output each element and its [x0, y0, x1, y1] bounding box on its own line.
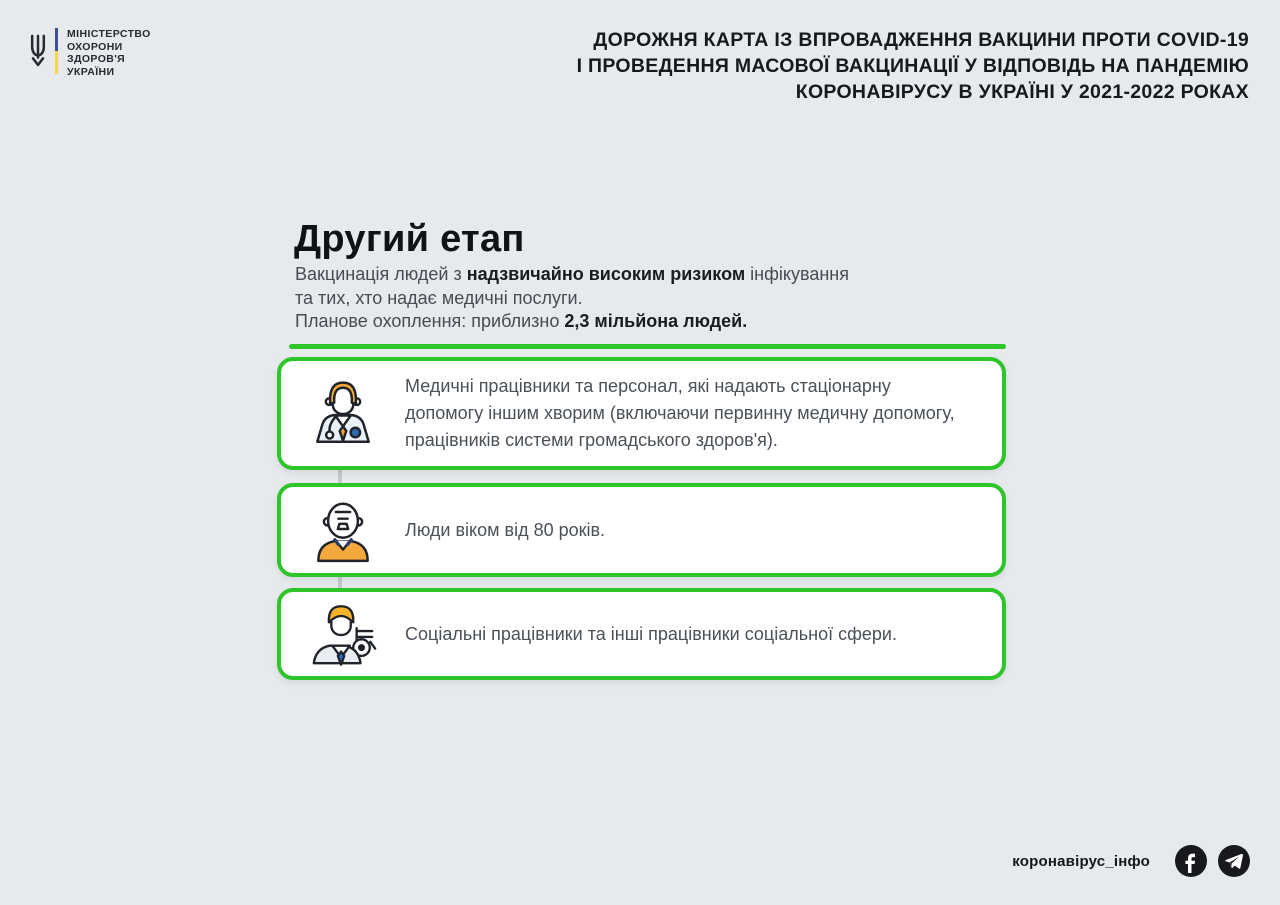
social-handle: коронавірус_інфо — [1012, 852, 1150, 870]
social-worker-icon — [306, 596, 380, 672]
logo-divider-blue — [55, 28, 58, 51]
card-medical-workers — [277, 357, 1006, 470]
desc-text: інфікування — [745, 264, 849, 284]
stage-description — [295, 263, 849, 334]
desc-emphasis: надзвичайно високим ризиком — [466, 264, 746, 284]
logo-divider-yellow — [55, 51, 58, 74]
elderly-person-icon — [306, 493, 380, 567]
document-title-line: КОРОНАВІРУСУ В УКРАЇНІ У 2021-2022 РОКАХ — [795, 81, 1249, 103]
ministry-name — [67, 27, 151, 78]
card-text: Люди віком від 80 років. — [405, 519, 606, 540]
footer — [1012, 845, 1250, 877]
desc-text: Вакцинація людей з — [295, 264, 467, 284]
card-connector — [338, 575, 342, 589]
stage-title: Другий етап — [294, 218, 525, 260]
document-title-line: ДОРОЖНЯ КАРТА ІЗ ВПРОВАДЖЕННЯ ВАКЦИНИ ПРОТИ COVID-19 — [593, 29, 1249, 51]
ministry-logo — [28, 27, 151, 78]
desc-text: Планове охоплення: приблизно — [295, 311, 565, 331]
facebook-icon[interactable] — [1175, 845, 1207, 877]
stage-description-line-1 — [295, 263, 849, 287]
card-text: Соціальні працівники та інші працівники соціальної сфери. — [405, 623, 897, 644]
ministry-name-line: ОХОРОНИ — [67, 40, 123, 53]
ministry-name-line: МІНІСТЕРСТВО — [67, 28, 151, 40]
document-title — [577, 27, 1249, 105]
ministry-name-line: УКРАЇНИ — [67, 65, 115, 78]
document-title-line: І ПРОВЕДЕННЯ МАСОВОЇ ВАКЦИНАЦІЇ У ВІДПОВІДЬ НА ПАНДЕМІЮ — [576, 55, 1249, 77]
previous-card-edge — [289, 344, 1006, 349]
ukraine-trident-icon — [28, 32, 48, 68]
card-social-workers — [277, 588, 1006, 680]
telegram-icon[interactable] — [1218, 845, 1250, 877]
desc-emphasis: 2,3 мільйона людей. — [564, 311, 748, 331]
ministry-name-line: ЗДОРОВ'Я — [67, 53, 126, 65]
logo-divider — [55, 28, 58, 74]
stage-description-line-2: та тих, хто надає медичні послуги. — [295, 287, 583, 308]
card-text: Медичні працівники та персонал, які надають стаціонарну допомогу іншим хворим (включаючи первинну медичну допомогу, працівників системи громадського здоров'я). — [405, 376, 955, 450]
stage-description-line-3 — [295, 310, 849, 334]
card-elderly — [277, 483, 1006, 577]
doctor-icon — [306, 375, 380, 453]
card-connector — [338, 469, 342, 484]
